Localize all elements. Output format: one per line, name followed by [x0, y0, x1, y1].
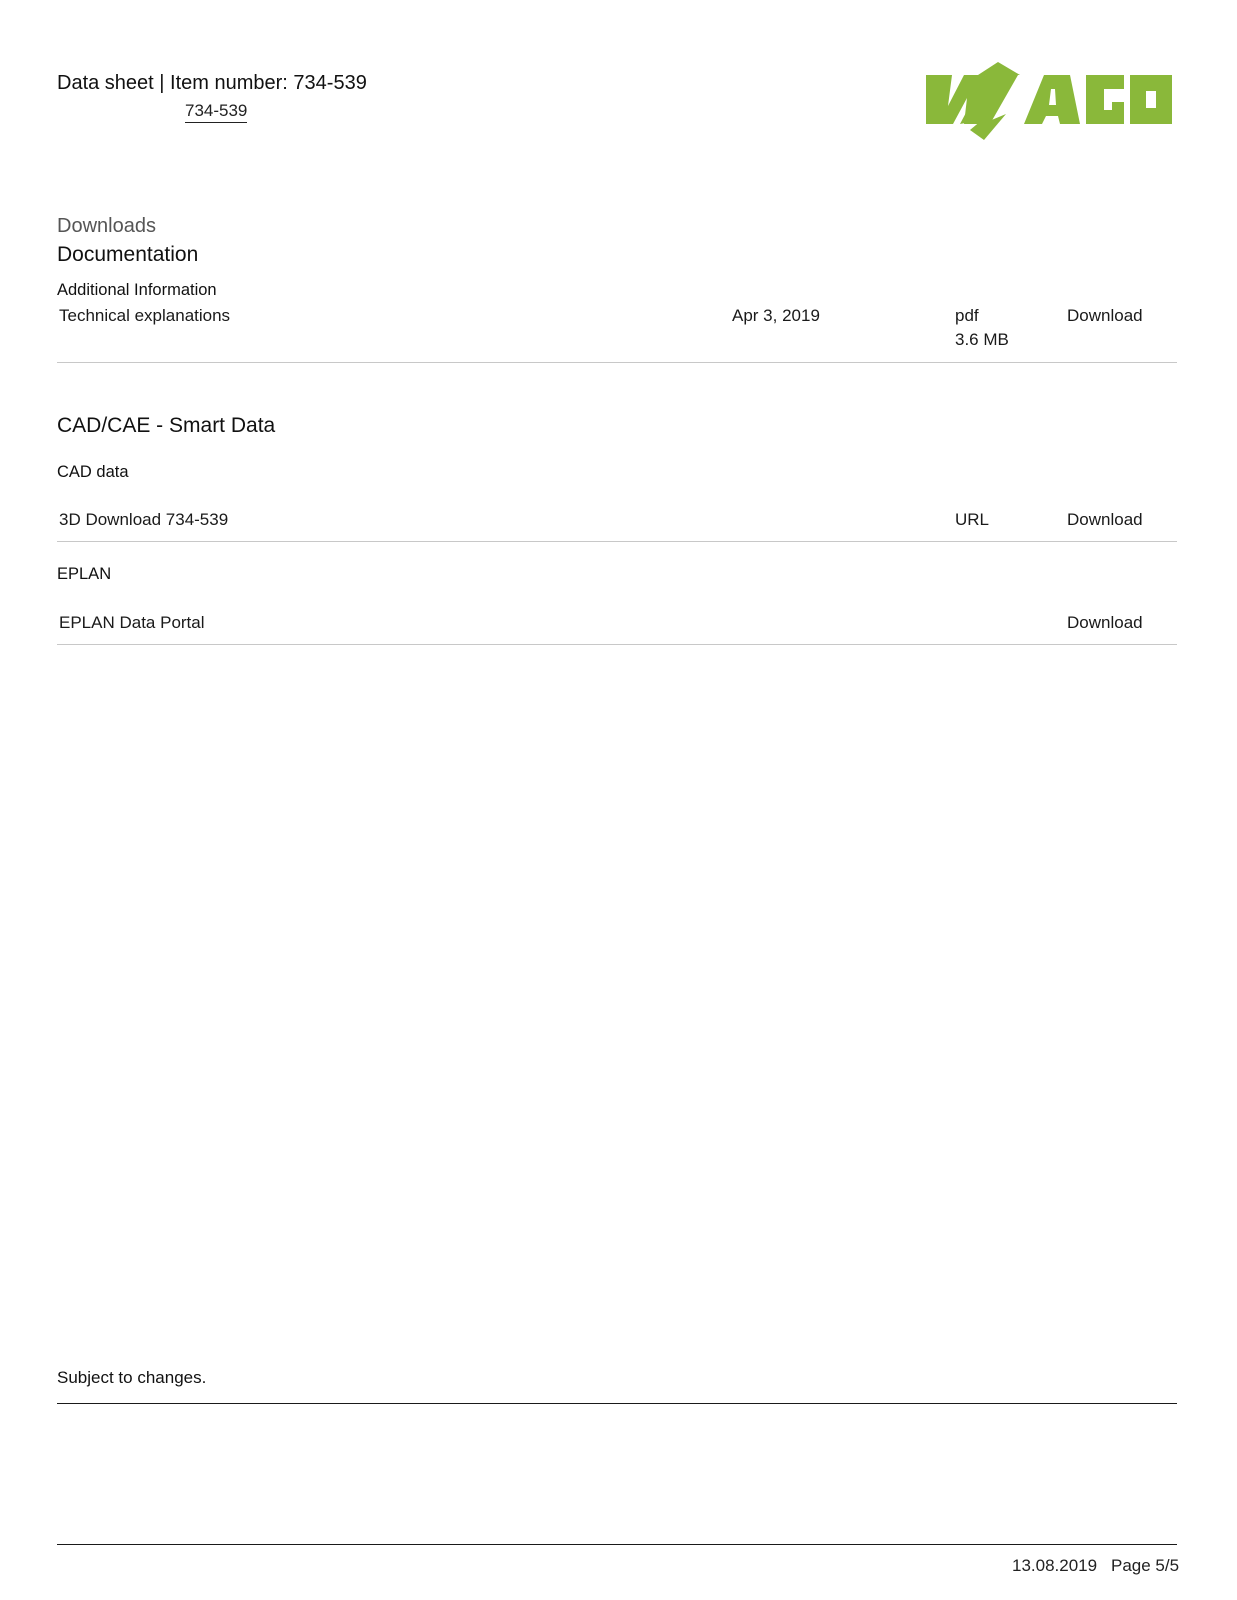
- doc-download-link[interactable]: Download: [1067, 306, 1143, 325]
- cad-3d-name: 3D Download 734-539: [59, 510, 229, 529]
- wago-logo: [920, 58, 1176, 144]
- divider: [57, 541, 1177, 542]
- subject-to-changes-note: Subject to changes.: [57, 1368, 207, 1387]
- cad-3d-type: URL: [955, 510, 990, 529]
- divider: [57, 644, 1177, 645]
- cad-3d-download-link[interactable]: Download: [1067, 510, 1143, 529]
- group-label-cad-data: CAD data: [57, 463, 129, 481]
- footer-divider: [57, 1544, 1177, 1545]
- footer-divider: [57, 1403, 1177, 1404]
- downloads-heading: Downloads: [57, 215, 156, 237]
- footer-date: 13.08.2019: [1012, 1556, 1098, 1575]
- documentation-heading: Documentation: [57, 243, 199, 266]
- group-label-eplan: EPLAN: [57, 565, 112, 583]
- item-number-link[interactable]: 734-539: [185, 101, 247, 123]
- doc-file-type: pdf: [955, 306, 979, 325]
- page-number: Page 5/5: [1111, 1556, 1180, 1575]
- divider: [57, 362, 1177, 363]
- eplan-download-link[interactable]: Download: [1067, 613, 1143, 632]
- cad-cae-heading: CAD/CAE - Smart Data: [57, 414, 276, 437]
- doc-file-size: 3.6 MB: [955, 330, 1009, 349]
- doc-date: Apr 3, 2019: [732, 306, 820, 325]
- doc-name: Technical explanations: [59, 306, 231, 325]
- eplan-portal-name: EPLAN Data Portal: [59, 613, 205, 632]
- group-label-additional-information: Additional Information: [57, 281, 217, 299]
- page-title: Data sheet | Item number: 734-539: [57, 72, 367, 94]
